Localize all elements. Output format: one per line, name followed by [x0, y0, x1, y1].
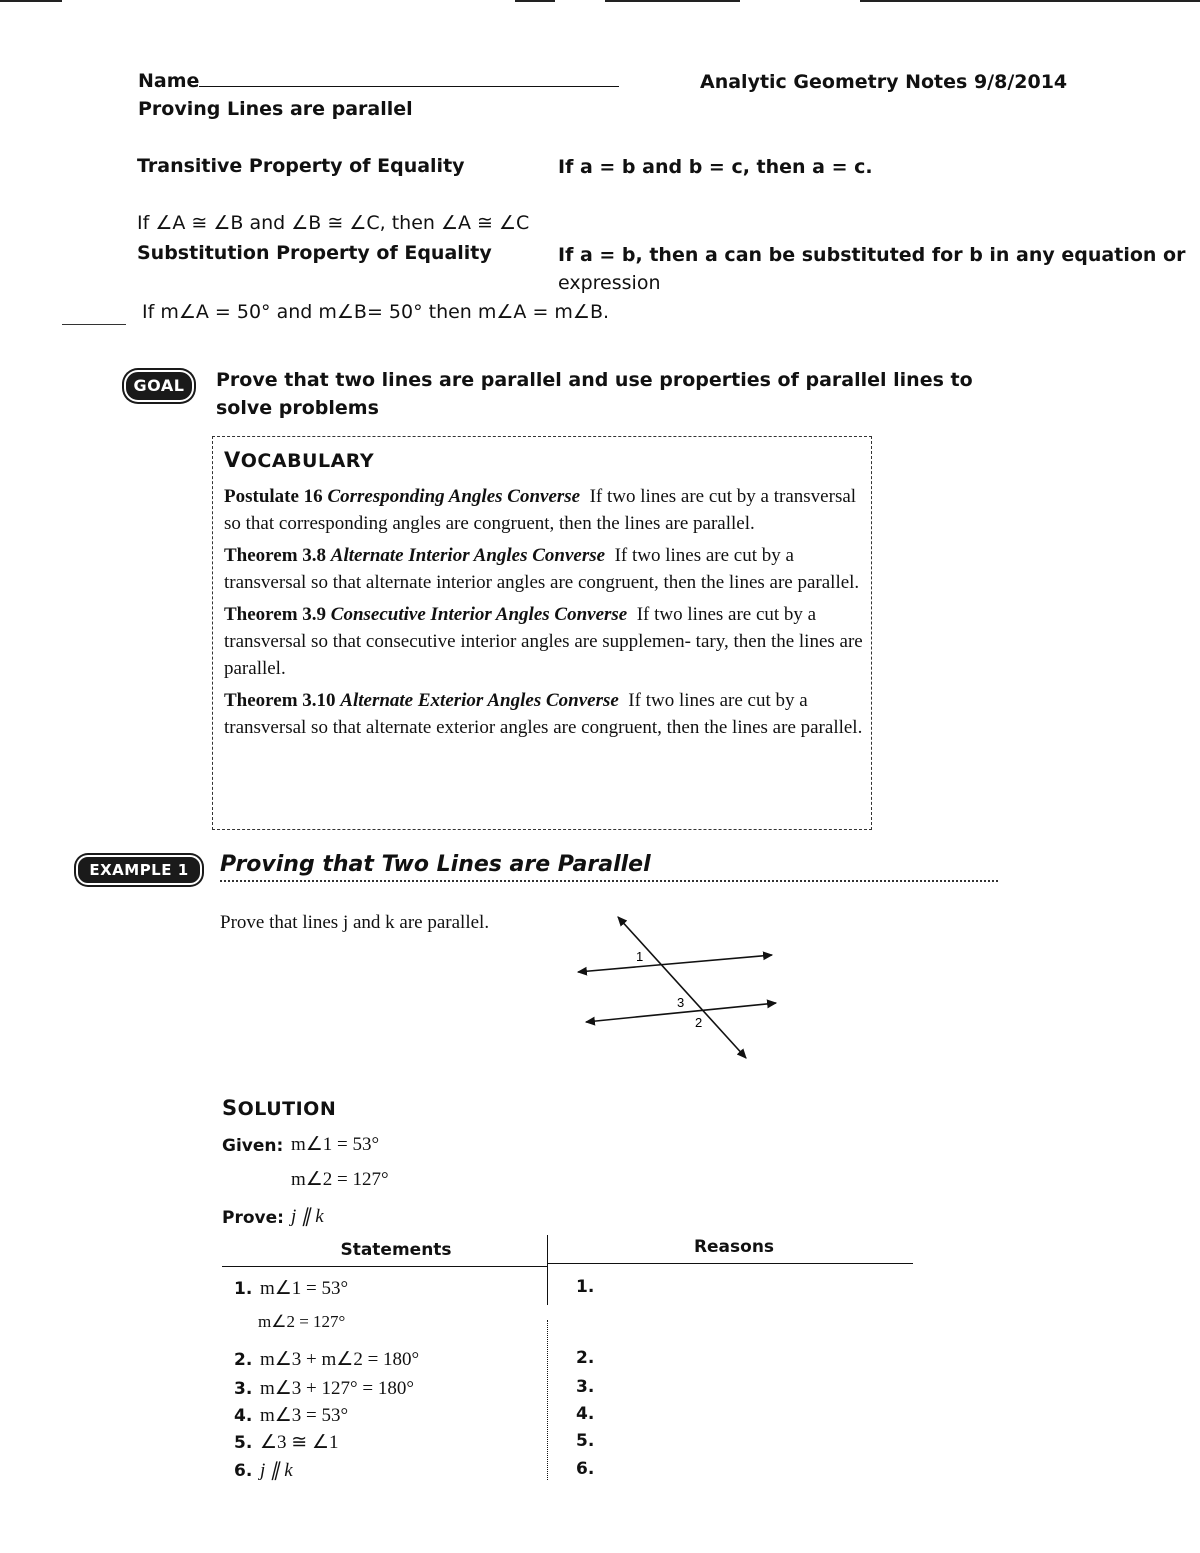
angle-label-1: 1 [636, 949, 644, 964]
transitive-property-title: Transitive Property of Equality [137, 155, 465, 177]
parallel-lines-diagram [560, 905, 800, 1070]
statement-row-1 [234, 1277, 348, 1300]
vocab-item-theorem-3-9 [224, 601, 864, 682]
name-field [138, 70, 619, 92]
vocab-item-text: If two lines are cut [628, 690, 771, 711]
statement-number: 4. [234, 1406, 253, 1426]
reason-row-4: 4. [576, 1404, 595, 1424]
statement-text: m∠3 + m∠2 = 180° [260, 1349, 420, 1370]
given-label: Given: [222, 1136, 284, 1156]
vocab-item-name: Corresponding Angles Converse [327, 486, 581, 507]
statements-header: Statements [340, 1240, 452, 1260]
vocab-item-name: Alternate Interior Angles Converse [330, 545, 606, 566]
statement-text: ∠3 ≅ ∠1 [260, 1432, 339, 1453]
statement-number: 5. [234, 1433, 253, 1453]
statement-text: m∠3 + 127° = 180° [260, 1378, 414, 1399]
statement-row-5 [234, 1431, 339, 1454]
statement-number: 6. [234, 1461, 253, 1481]
vocab-item-number: Postulate 16 [224, 486, 323, 507]
vocab-item-number: Theorem 3.8 [224, 545, 327, 566]
line-j [578, 955, 772, 972]
example-title-rule [220, 880, 998, 882]
vocab-item-text: If two lines are cut [614, 545, 758, 566]
goal-text-line-2: solve problems [216, 397, 379, 419]
reasons-header: Reasons [693, 1237, 775, 1257]
reasons-rule [548, 1263, 913, 1264]
solution-heading [222, 1096, 336, 1120]
given-2: m∠2 = 127° [291, 1169, 389, 1190]
statement-number: 3. [234, 1379, 253, 1399]
statement-text: m∠3 = 53° [260, 1405, 349, 1426]
statement-text: j ∥ k [260, 1460, 293, 1481]
reason-row-6: 6. [576, 1459, 595, 1479]
vocab-item-text: transversal so that corresponding angles are congruent, then the lines are [224, 486, 857, 534]
vocab-item-theorem-3-10 [224, 687, 864, 741]
example-title: Proving that Two Lines are Parallel [220, 852, 651, 877]
substitution-statement-line-1: If a = b, then a can be substituted for b in any equation or [558, 244, 1186, 266]
prove-label: Prove: [222, 1208, 284, 1228]
solution-heading-initial: S [222, 1096, 238, 1120]
vocab-item-name: Alternate Exterior Angles Converse [340, 690, 619, 711]
vocab-item-text: If two lines are [636, 604, 752, 625]
name-label: Name [138, 70, 200, 92]
statement-row-1b: m∠2 = 127° [258, 1312, 346, 1331]
reason-row-2: 2. [576, 1348, 595, 1368]
reason-row-3: 3. [576, 1377, 595, 1397]
substitution-property-example: If m∠A = 50° and m∠B= 50° then m∠A = m∠B. [142, 301, 610, 323]
transitive-property-example: If ∠A ≅ ∠B and ∠B ≅ ∠C, then ∠A ≅ ∠C [137, 212, 530, 234]
substitution-statement-line-2: expression [558, 272, 661, 294]
vocab-item-text: by a transversal so that alternate exterior angles are congruent, then the [224, 690, 808, 738]
example-prompt: Prove that lines j and k are parallel. [220, 912, 490, 933]
column-divider-bottom [547, 1320, 548, 1480]
vocabulary-heading-rest: OCABULARY [240, 450, 375, 472]
vocabulary-heading [224, 448, 374, 472]
prove-statement: j ∥ k [291, 1206, 324, 1227]
vocab-item-text: If two lines are cut by a [589, 486, 769, 507]
statements-rule [222, 1266, 547, 1267]
statement-row-3 [234, 1377, 414, 1400]
statement-row-4 [234, 1404, 348, 1427]
vocab-item-postulate-16 [224, 483, 864, 537]
vocab-item-text: lines are parallel. [732, 717, 863, 738]
vocab-item-number: Theorem 3.9 [224, 604, 327, 625]
vocabulary-list [224, 483, 864, 746]
vocab-item-number: Theorem 3.10 [224, 690, 336, 711]
transversal-line [618, 917, 746, 1058]
vocab-item-text: parallel. [693, 513, 755, 534]
angle-label-3: 3 [677, 995, 685, 1010]
margin-dash [62, 324, 126, 325]
vocab-item-text: tary, then the lines are parallel. [224, 631, 863, 679]
vocabulary-heading-initial: V [224, 448, 241, 472]
vocab-item-theorem-3-8 [224, 542, 864, 596]
substitution-property-statement [558, 241, 1185, 297]
statement-row-2 [234, 1348, 419, 1371]
angle-label-2: 2 [695, 1015, 703, 1030]
reason-row-5: 5. [576, 1431, 595, 1451]
column-divider-top [547, 1235, 548, 1305]
goal-text [216, 366, 976, 422]
substitution-property-title: Substitution Property of Equality [137, 242, 492, 264]
statement-number: 1. [234, 1279, 253, 1299]
example-badge: EXAMPLE 1 [78, 857, 200, 883]
given-1: m∠1 = 53° [291, 1134, 380, 1155]
transitive-property-statement: If a = b and b = c, then a = c. [558, 156, 873, 178]
course-title: Analytic Geometry Notes 9/8/2014 [700, 71, 1068, 93]
vocab-item-text: by a transversal so that alternate interior angles are congruent, then the [224, 545, 794, 593]
goal-badge: GOAL [126, 372, 192, 400]
vocab-item-text: lines are parallel. [728, 572, 860, 593]
goal-text-line-1: Prove that two lines are parallel and use properties of parallel lines to [216, 369, 973, 391]
statement-row-6 [234, 1459, 293, 1482]
topic-title: Proving Lines are parallel [138, 98, 413, 120]
reason-row-1: 1. [576, 1277, 595, 1297]
name-blank-line [199, 70, 619, 87]
statement-number: 2. [234, 1350, 253, 1370]
vocab-item-name: Consecutive Interior Angles Converse [330, 604, 628, 625]
vocab-item-text: cut by a transversal so that consecutive interior angles are supplemen- [224, 604, 817, 652]
solution-heading-rest: OLUTION [237, 1098, 337, 1120]
top-edge-rule [0, 0, 1200, 3]
statement-text: m∠1 = 53° [260, 1278, 349, 1299]
